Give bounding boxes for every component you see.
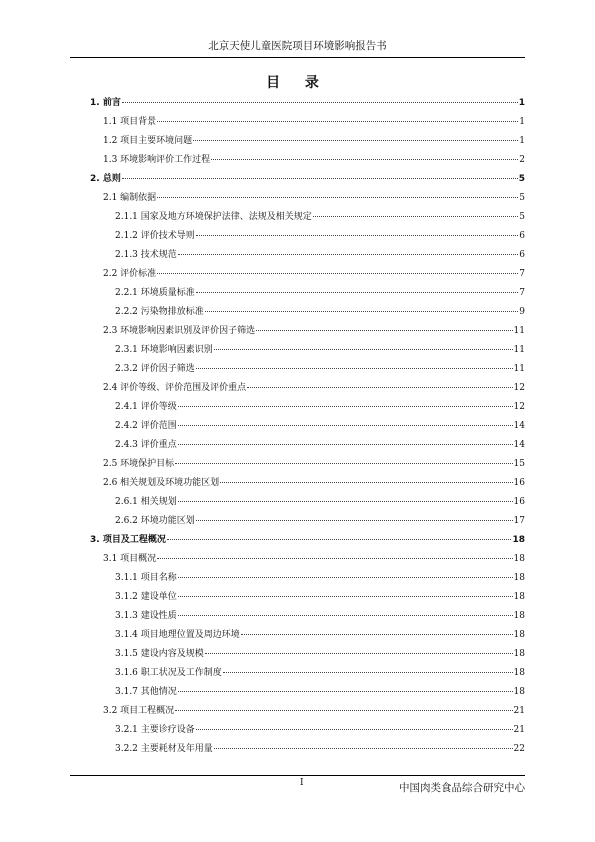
toc-entry-page: 18 bbox=[513, 687, 525, 697]
toc-entry-page: 18 bbox=[513, 649, 525, 659]
toc-leader-dots bbox=[178, 416, 513, 426]
toc-entry-label: 2.1.1 国家及地方环境保护法律、法规及相关规定 bbox=[115, 212, 312, 222]
toc-entry[interactable] bbox=[115, 209, 525, 223]
toc-entry[interactable] bbox=[115, 228, 525, 242]
toc-leader-dots bbox=[205, 302, 519, 312]
toc-leader-dots bbox=[241, 625, 513, 635]
toc-entry-label: 3.1.1 项目名称 bbox=[115, 573, 177, 583]
toc-entry[interactable] bbox=[115, 494, 525, 508]
toc-entry-label: 3.2 项目工程概况 bbox=[103, 706, 175, 716]
toc-entry-label: 1.1 项目背景 bbox=[103, 117, 157, 127]
toc-entry-page: 22 bbox=[513, 744, 525, 754]
toc-entry-page: 5 bbox=[519, 193, 525, 203]
toc-entry-label: 3.1.4 项目地理位置及周边环境 bbox=[115, 630, 240, 640]
toc-entry-page: 18 bbox=[513, 554, 525, 564]
toc-leader-dots bbox=[178, 492, 513, 502]
toc-leader-dots bbox=[193, 131, 518, 141]
toc-entry-page: 7 bbox=[519, 288, 525, 298]
toc-entry[interactable] bbox=[103, 133, 525, 147]
toc-leader-dots bbox=[122, 93, 518, 103]
toc-entry-label: 2.4 评价等级、评价范围及评价重点 bbox=[103, 383, 247, 393]
toc-entry-label: 3.1.3 建设性质 bbox=[115, 611, 177, 621]
toc-entry[interactable] bbox=[115, 285, 525, 299]
toc-entry-page: 6 bbox=[519, 231, 525, 241]
toc-entry-page: 18 bbox=[513, 668, 525, 678]
toc-entry[interactable] bbox=[90, 171, 525, 185]
toc-entry[interactable] bbox=[103, 323, 525, 337]
running-header: 北京天使儿童医院项目环境影响报告书 bbox=[208, 40, 387, 52]
toc-leader-dots bbox=[313, 207, 519, 217]
toc-entry[interactable] bbox=[103, 266, 525, 280]
toc-leader-dots bbox=[175, 454, 512, 464]
toc-leader-dots bbox=[122, 169, 518, 179]
toc-entry-page: 12 bbox=[513, 402, 525, 412]
toc-leader-dots bbox=[214, 739, 513, 749]
toc-entry-label: 2.1.3 技术规范 bbox=[115, 250, 177, 260]
toc-entry-label: 2.1.2 评价技术导则 bbox=[115, 231, 195, 241]
toc-entry-page: 1 bbox=[519, 117, 525, 127]
toc-entry[interactable] bbox=[115, 665, 525, 679]
toc-entry[interactable] bbox=[103, 551, 525, 565]
toc-entry-label: 3. 项目及工程概况 bbox=[90, 535, 166, 545]
toc-leader-dots bbox=[178, 435, 513, 445]
toc-entry-label: 2.5 环境保护目标 bbox=[103, 459, 175, 469]
toc-entry-page: 18 bbox=[513, 611, 525, 621]
toc-entry-page: 16 bbox=[513, 497, 525, 507]
toc-entry-page: 7 bbox=[519, 269, 525, 279]
toc-entry-label: 3.2.2 主要耗材及年用量 bbox=[115, 744, 213, 754]
toc-entry[interactable] bbox=[90, 532, 525, 546]
toc-entry-label: 3.1.6 职工状况及工作制度 bbox=[115, 668, 222, 678]
toc-entry-label: 2.6.2 环境功能区划 bbox=[115, 516, 195, 526]
toc-leader-dots bbox=[196, 226, 519, 236]
toc-leader-dots bbox=[256, 321, 512, 331]
toc-entry-page: 5 bbox=[518, 174, 525, 184]
toc-entry[interactable] bbox=[103, 703, 525, 717]
toc-entry-page: 6 bbox=[519, 250, 525, 260]
toc-entry-label: 3.1.5 建设内容及规模 bbox=[115, 649, 204, 659]
toc-leader-dots bbox=[167, 530, 512, 540]
toc-entry-label: 3.1.2 建设单位 bbox=[115, 592, 177, 602]
toc-leader-dots bbox=[178, 606, 513, 616]
toc-entry-page: 5 bbox=[519, 212, 525, 222]
toc-entry-label: 1.3 环境影响评价工作过程 bbox=[103, 155, 211, 165]
toc-leader-dots bbox=[178, 682, 513, 692]
toc-entry[interactable] bbox=[115, 589, 525, 603]
toc-entry-page: 21 bbox=[513, 725, 525, 735]
toc-entry-label: 1.2 项目主要环境问题 bbox=[103, 136, 193, 146]
toc-entry-page: 2 bbox=[519, 155, 525, 165]
toc-leader-dots bbox=[220, 473, 512, 483]
toc-entry[interactable] bbox=[115, 627, 525, 641]
footer-divider bbox=[70, 775, 525, 776]
toc-leader-dots bbox=[157, 264, 518, 274]
toc-entry[interactable] bbox=[115, 247, 525, 261]
toc-entry-label: 3.1 项目概况 bbox=[103, 554, 157, 564]
toc-entry-page: 17 bbox=[513, 516, 525, 526]
toc-entry[interactable] bbox=[103, 190, 525, 204]
toc-entry[interactable] bbox=[103, 380, 525, 394]
toc-entry-label: 1. 前言 bbox=[90, 98, 121, 108]
toc-entry-page: 15 bbox=[513, 459, 525, 469]
toc-leader-dots bbox=[178, 587, 513, 597]
toc-entry-label: 2.2 评价标准 bbox=[103, 269, 157, 279]
toc-entry[interactable] bbox=[115, 304, 525, 318]
toc-entry[interactable] bbox=[103, 456, 525, 470]
toc-entry[interactable] bbox=[103, 475, 525, 489]
toc-entry[interactable] bbox=[115, 646, 525, 660]
toc-entry[interactable] bbox=[103, 114, 525, 128]
toc-entry[interactable] bbox=[115, 437, 525, 451]
toc-entry-label: 2.3.1 环境影响因素识别 bbox=[115, 345, 213, 355]
header-divider bbox=[70, 57, 525, 58]
toc-entry[interactable] bbox=[115, 570, 525, 584]
toc-entry[interactable] bbox=[115, 342, 525, 356]
toc-entry[interactable] bbox=[115, 684, 525, 698]
toc-leader-dots bbox=[178, 568, 513, 578]
toc-entry-page: 18 bbox=[513, 573, 525, 583]
toc-entry-page: 12 bbox=[513, 383, 525, 393]
toc-entry-page: 11 bbox=[513, 326, 525, 336]
toc-leader-dots bbox=[247, 378, 512, 388]
toc-entry-label: 3.1.7 其他情况 bbox=[115, 687, 177, 697]
toc-entry[interactable] bbox=[115, 418, 525, 432]
toc-entry-page: 18 bbox=[512, 535, 525, 545]
toc-title: 目 录 bbox=[266, 75, 329, 91]
toc-leader-dots bbox=[223, 663, 513, 673]
toc-entry-label: 2.4.3 评价重点 bbox=[115, 440, 177, 450]
toc-leader-dots bbox=[178, 245, 519, 255]
toc-entry-page: 9 bbox=[519, 307, 525, 317]
toc-entry-label: 2.6.1 相关规划 bbox=[115, 497, 177, 507]
toc-entry[interactable] bbox=[115, 399, 525, 413]
toc-entry-label: 2.2.1 环境质量标准 bbox=[115, 288, 195, 298]
toc-entry-label: 2.3.2 评价因子筛选 bbox=[115, 364, 195, 374]
toc-entry-label: 2.1 编制依据 bbox=[103, 193, 157, 203]
toc-entry-page: 14 bbox=[513, 421, 525, 431]
toc-entry-page: 1 bbox=[519, 136, 525, 146]
toc-entry[interactable] bbox=[90, 95, 525, 109]
toc-entry-label: 3.2.1 主要诊疗设备 bbox=[115, 725, 195, 735]
toc-entry-label: 2.4.1 评价等级 bbox=[115, 402, 177, 412]
toc-entry-label: 2.2.2 污染物排放标准 bbox=[115, 307, 204, 317]
toc-leader-dots bbox=[157, 549, 512, 559]
toc-leader-dots bbox=[214, 340, 513, 350]
toc-leader-dots bbox=[211, 150, 518, 160]
toc-entry[interactable] bbox=[103, 152, 525, 166]
toc-leader-dots bbox=[178, 397, 513, 407]
toc-entry-page: 1 bbox=[518, 98, 525, 108]
toc-entry-page: 18 bbox=[513, 630, 525, 640]
toc-entry-label: 2. 总则 bbox=[90, 174, 121, 184]
toc-leader-dots bbox=[196, 511, 513, 521]
toc-leader-dots bbox=[196, 359, 513, 369]
toc-leader-dots bbox=[205, 644, 513, 654]
toc-leader-dots bbox=[157, 112, 518, 122]
toc-entry-page: 21 bbox=[513, 706, 525, 716]
toc-entry[interactable] bbox=[115, 608, 525, 622]
toc-entry-page: 14 bbox=[513, 440, 525, 450]
toc-entry-label: 2.4.2 评价范围 bbox=[115, 421, 177, 431]
toc-leader-dots bbox=[196, 720, 513, 730]
toc-leader-dots bbox=[175, 701, 512, 711]
toc-entry-page: 16 bbox=[513, 478, 525, 488]
page-number: I bbox=[300, 778, 304, 788]
toc-entry-page: 11 bbox=[513, 364, 525, 374]
toc-entry[interactable] bbox=[115, 741, 525, 755]
toc-entry-page: 18 bbox=[513, 592, 525, 602]
toc-entry-label: 2.3 环境影响因素识别及评价因子筛选 bbox=[103, 326, 256, 336]
toc-leader-dots bbox=[196, 283, 519, 293]
toc-entry[interactable] bbox=[115, 361, 525, 375]
toc-entry-page: 11 bbox=[513, 345, 525, 355]
toc-entry[interactable] bbox=[115, 722, 525, 736]
toc-entry-label: 2.6 相关规划及环境功能区划 bbox=[103, 478, 220, 488]
toc-entry[interactable] bbox=[115, 513, 525, 527]
footer-organization: 中国肉类食品综合研究中心 bbox=[399, 782, 525, 794]
toc-leader-dots bbox=[157, 188, 518, 198]
